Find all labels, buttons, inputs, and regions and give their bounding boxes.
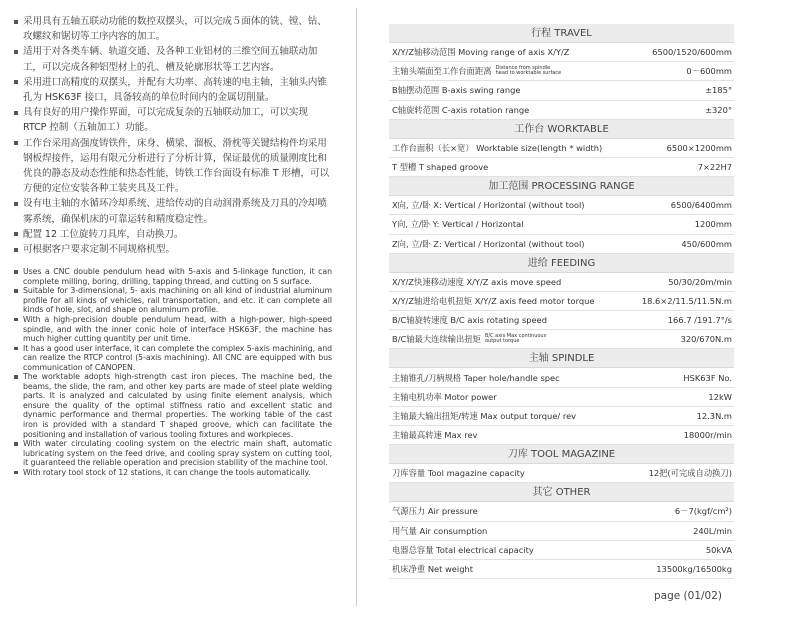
feature-en-item: Uses a CNC double pendulum head with 5-axis and 5-linkage function, it can complete milling, boring, drilling, tapping thread, and cutting on 5 surface. bbox=[14, 267, 332, 286]
spec-value: 18000r/min bbox=[683, 430, 732, 441]
spec-value: 12.3N.m bbox=[696, 410, 732, 421]
spec-label bbox=[392, 333, 546, 345]
spec-row bbox=[389, 235, 734, 254]
spec-label: 主轴锥孔/刀柄规格 Taper hole/handle spec bbox=[392, 372, 560, 383]
feature-cn-item: 配置 12 工位旋转刀具库，自动换刀。 bbox=[14, 227, 332, 242]
spec-value: 50kVA bbox=[705, 544, 732, 555]
feature-cn-item: 设有电主轴的水循环冷却系统、进给传动的自动润滑系统及刀具的冷却喷雾系统，确保机床的可靠运转和精度稳定性。 bbox=[14, 196, 332, 226]
spec-row bbox=[389, 311, 734, 330]
spec-row bbox=[389, 62, 734, 81]
column-divider bbox=[356, 8, 357, 606]
spec-row bbox=[389, 388, 734, 407]
spec-row bbox=[389, 407, 734, 426]
spec-row bbox=[389, 215, 734, 234]
spec-label: B/C轴旋转速度 B/C axis rotating speed bbox=[392, 315, 548, 326]
spec-note-line: B/C axis Max continuous bbox=[484, 332, 547, 339]
spec-row bbox=[389, 541, 734, 560]
spec-label: C轴旋转范围 C-axis rotation range bbox=[392, 104, 530, 115]
spec-label: 主轴最大输出扭矩/转速 Max output torque/ rev bbox=[392, 410, 577, 421]
feature-cn-item: 采用具有五轴五联动功能的数控双摆头，可以完成５面体的铣、镗、钻、攻螺纹和锯切等工序内容的加工。 bbox=[14, 14, 332, 44]
spec-label: Z向, 立/卧 Z: Vertical / Horizontal (without tool) bbox=[392, 238, 585, 249]
spec-label: T 型槽 T shaped groove bbox=[392, 162, 489, 173]
feature-en-item: With a high-precision double pendulum head, with a high-power, high-speed spindle, and with the inner conic hole of interface HSK63F, the machine has much higher cutting quantity per unit time. bbox=[14, 315, 332, 344]
spec-value: 18.6×2/11.5/11.5N.m bbox=[641, 295, 732, 306]
spec-value: 6500/1520/600mm bbox=[652, 47, 732, 58]
feature-cn-item: 可根据客户要求定制不同规格机型。 bbox=[14, 242, 332, 257]
spec-label bbox=[392, 65, 561, 77]
spec-table bbox=[389, 24, 734, 579]
spec-label: 工作台面积（长×宽） Worktable size(length * width) bbox=[392, 142, 603, 153]
spec-row bbox=[389, 522, 734, 541]
spec-label: Y向, 立/卧 Y: Vertical / Horizontal bbox=[392, 219, 524, 230]
section-header-worktable: 工作台 WORKTABLE bbox=[389, 120, 734, 139]
spec-label: 主轴电机功率 Motor power bbox=[392, 391, 497, 402]
spec-label: 刀库容量 Tool magazine capacity bbox=[392, 468, 525, 479]
spec-row bbox=[389, 464, 734, 483]
spec-row bbox=[389, 502, 734, 521]
spec-value: 12kW bbox=[708, 391, 732, 402]
spec-row bbox=[389, 43, 734, 62]
feature-en-item: Suitable for 3-dimensional, 5- axis machining on all kind of industrial aluminum profile for all kinds of vehicles, rail transportation, and etc. it can complete all kinds of hole, slot, and shape on aluminum profile. bbox=[14, 286, 332, 315]
spec-row bbox=[389, 196, 734, 215]
spec-label: 用气量 Air consumption bbox=[392, 525, 488, 536]
spec-label-text: 主轴头端面至工作台面距离 bbox=[392, 66, 492, 77]
section-header-other: 其它 OTHER bbox=[389, 483, 734, 502]
spec-value: 6500×1200mm bbox=[666, 142, 732, 153]
spec-value: ±185° bbox=[705, 85, 732, 96]
section-header-processing: 加工范围 PROCESSING RANGE bbox=[389, 177, 734, 196]
spec-row bbox=[389, 292, 734, 311]
features-column bbox=[14, 14, 332, 477]
section-header-travel: 行程 TRAVEL bbox=[389, 24, 734, 43]
features-cn-list bbox=[14, 14, 332, 257]
spec-row bbox=[389, 368, 734, 387]
feature-cn-item: 采用进口高精度的双摆头，并配有大功率、高转速的电主轴，主轴头内锥孔为 HSK63F 接口，具备较高的单位时间内的金属切削量。 bbox=[14, 75, 332, 105]
spec-row bbox=[389, 330, 734, 349]
page-number: page (01/02) bbox=[654, 590, 723, 602]
spec-note-line: output torque bbox=[484, 338, 520, 345]
spec-row bbox=[389, 426, 734, 445]
feature-cn-item: 工作台采用高强度铸铁件，床身、横梁、溜板、滑枕等关键结构件均采用钢板焊接件，运用有限元分析进行了分析计算，保证最优的质量刚度比和优良的静态及动态性能和热态性能，铸铁工作台面设有标准 T 形槽，可以方便的定位安装各种工装夹具及工件。 bbox=[14, 136, 332, 197]
spec-row bbox=[389, 139, 734, 158]
features-en-list bbox=[14, 267, 332, 477]
section-header-feeding: 进给 FEEDING bbox=[389, 254, 734, 273]
spec-value: 166.7 /191.7°/s bbox=[667, 315, 732, 326]
spec-label-text: B/C轴最大连续输出扭矩 bbox=[392, 334, 481, 345]
spec-label: X/Y/Z轴进给电机扭矩 X/Y/Z axis feed motor torque bbox=[392, 295, 595, 306]
spec-value: 240L/min bbox=[693, 525, 732, 536]
feature-en-item: The worktable adopts high-strength cast iron pieces. The machine bed, the beams, the slide, the ram, and other key parts are made of steel plate welding parts. It is analyzed and calculated by using finite element analysis, which ensure the quality of the optimal stiffness ratio and excellent static and dynamic performance and thermal properties. The working table of the cast iron is provided with a standard T shaped groove, which can facilitate the positioning and installation of various tooling fixtures and workpieces. bbox=[14, 372, 332, 439]
feature-en-item: With water circulating cooling system on the electric main shaft, automatic lubricating system on the feed drive, and cooling spray system on cutting tool, it guaranteed the reliable operation and precision stability of the machine tool. bbox=[14, 439, 332, 468]
spec-label-note bbox=[485, 334, 546, 345]
spec-value: HSK63F No. bbox=[683, 372, 732, 383]
feature-cn-item: 适用于对各类车辆、轨道交通、及各种工业铝材的三维空间五轴联动加工，可以完成各种铝型材上的孔、槽及轮廓形状等工艺内容。 bbox=[14, 44, 332, 74]
feature-cn-item: 具有良好的用户操作界面，可以完成复杂的五轴联动加工，可以实现 RTCP 控制（五轴加工）功能。 bbox=[14, 105, 332, 135]
spec-value: 1200mm bbox=[694, 219, 732, 230]
spec-value: 50/30/20m/min bbox=[668, 276, 732, 287]
spec-label: X向, 立/卧 X: Vertical / Horizontal (without tool) bbox=[392, 200, 585, 211]
spec-note-line: head to worktable surface bbox=[495, 70, 562, 77]
spec-value: 12把(可完成自动换刀) bbox=[648, 468, 732, 479]
feature-en-item: With rotary tool stock of 12 stations, it can change the tools automatically. bbox=[14, 468, 332, 478]
spec-value: 450/600mm bbox=[681, 238, 732, 249]
spec-row bbox=[389, 101, 734, 120]
spec-label: 机床净重 Net weight bbox=[392, 564, 474, 575]
spec-value: 13500kg/16500kg bbox=[656, 564, 732, 575]
spec-label-note bbox=[496, 66, 562, 77]
spec-row bbox=[389, 273, 734, 292]
spec-value: 6500/6400mm bbox=[670, 200, 732, 211]
spec-value: 0－600mm bbox=[686, 66, 732, 77]
spec-label: 气源压力 Air pressure bbox=[392, 506, 478, 517]
spec-label: X/Y/Z快速移动速度 X/Y/Z axis move speed bbox=[392, 276, 562, 287]
spec-note-line: Distance from spindle bbox=[495, 64, 551, 71]
spec-label: 电器总容量 Total electrical capacity bbox=[392, 544, 534, 555]
spec-value: 320/670N.m bbox=[680, 334, 732, 345]
spec-row bbox=[389, 81, 734, 100]
spec-label: X/Y/Z轴移动范围 Moving range of axis X/Y/Z bbox=[392, 47, 570, 58]
spec-label: B轴摆动范围 B-axis swing range bbox=[392, 85, 521, 96]
spec-value: 7×22H7 bbox=[697, 162, 732, 173]
spec-value: 6－7(kgf/cm²) bbox=[674, 506, 732, 517]
spec-label: 主轴最高转速 Max rev bbox=[392, 430, 478, 441]
section-header-tool-magazine: 刀库 TOOL MAGAZINE bbox=[389, 445, 734, 464]
feature-en-item: It has a good user interface, it can complete the complex 5-axis machining, and can realize the RTCP control (5-axis machining). All CNC are equipped with bus communication of CANOPEN. bbox=[14, 344, 332, 373]
section-header-spindle: 主轴 SPINDLE bbox=[389, 349, 734, 368]
spec-value: ±320° bbox=[705, 104, 732, 115]
spec-row bbox=[389, 158, 734, 177]
spec-row bbox=[389, 560, 734, 579]
